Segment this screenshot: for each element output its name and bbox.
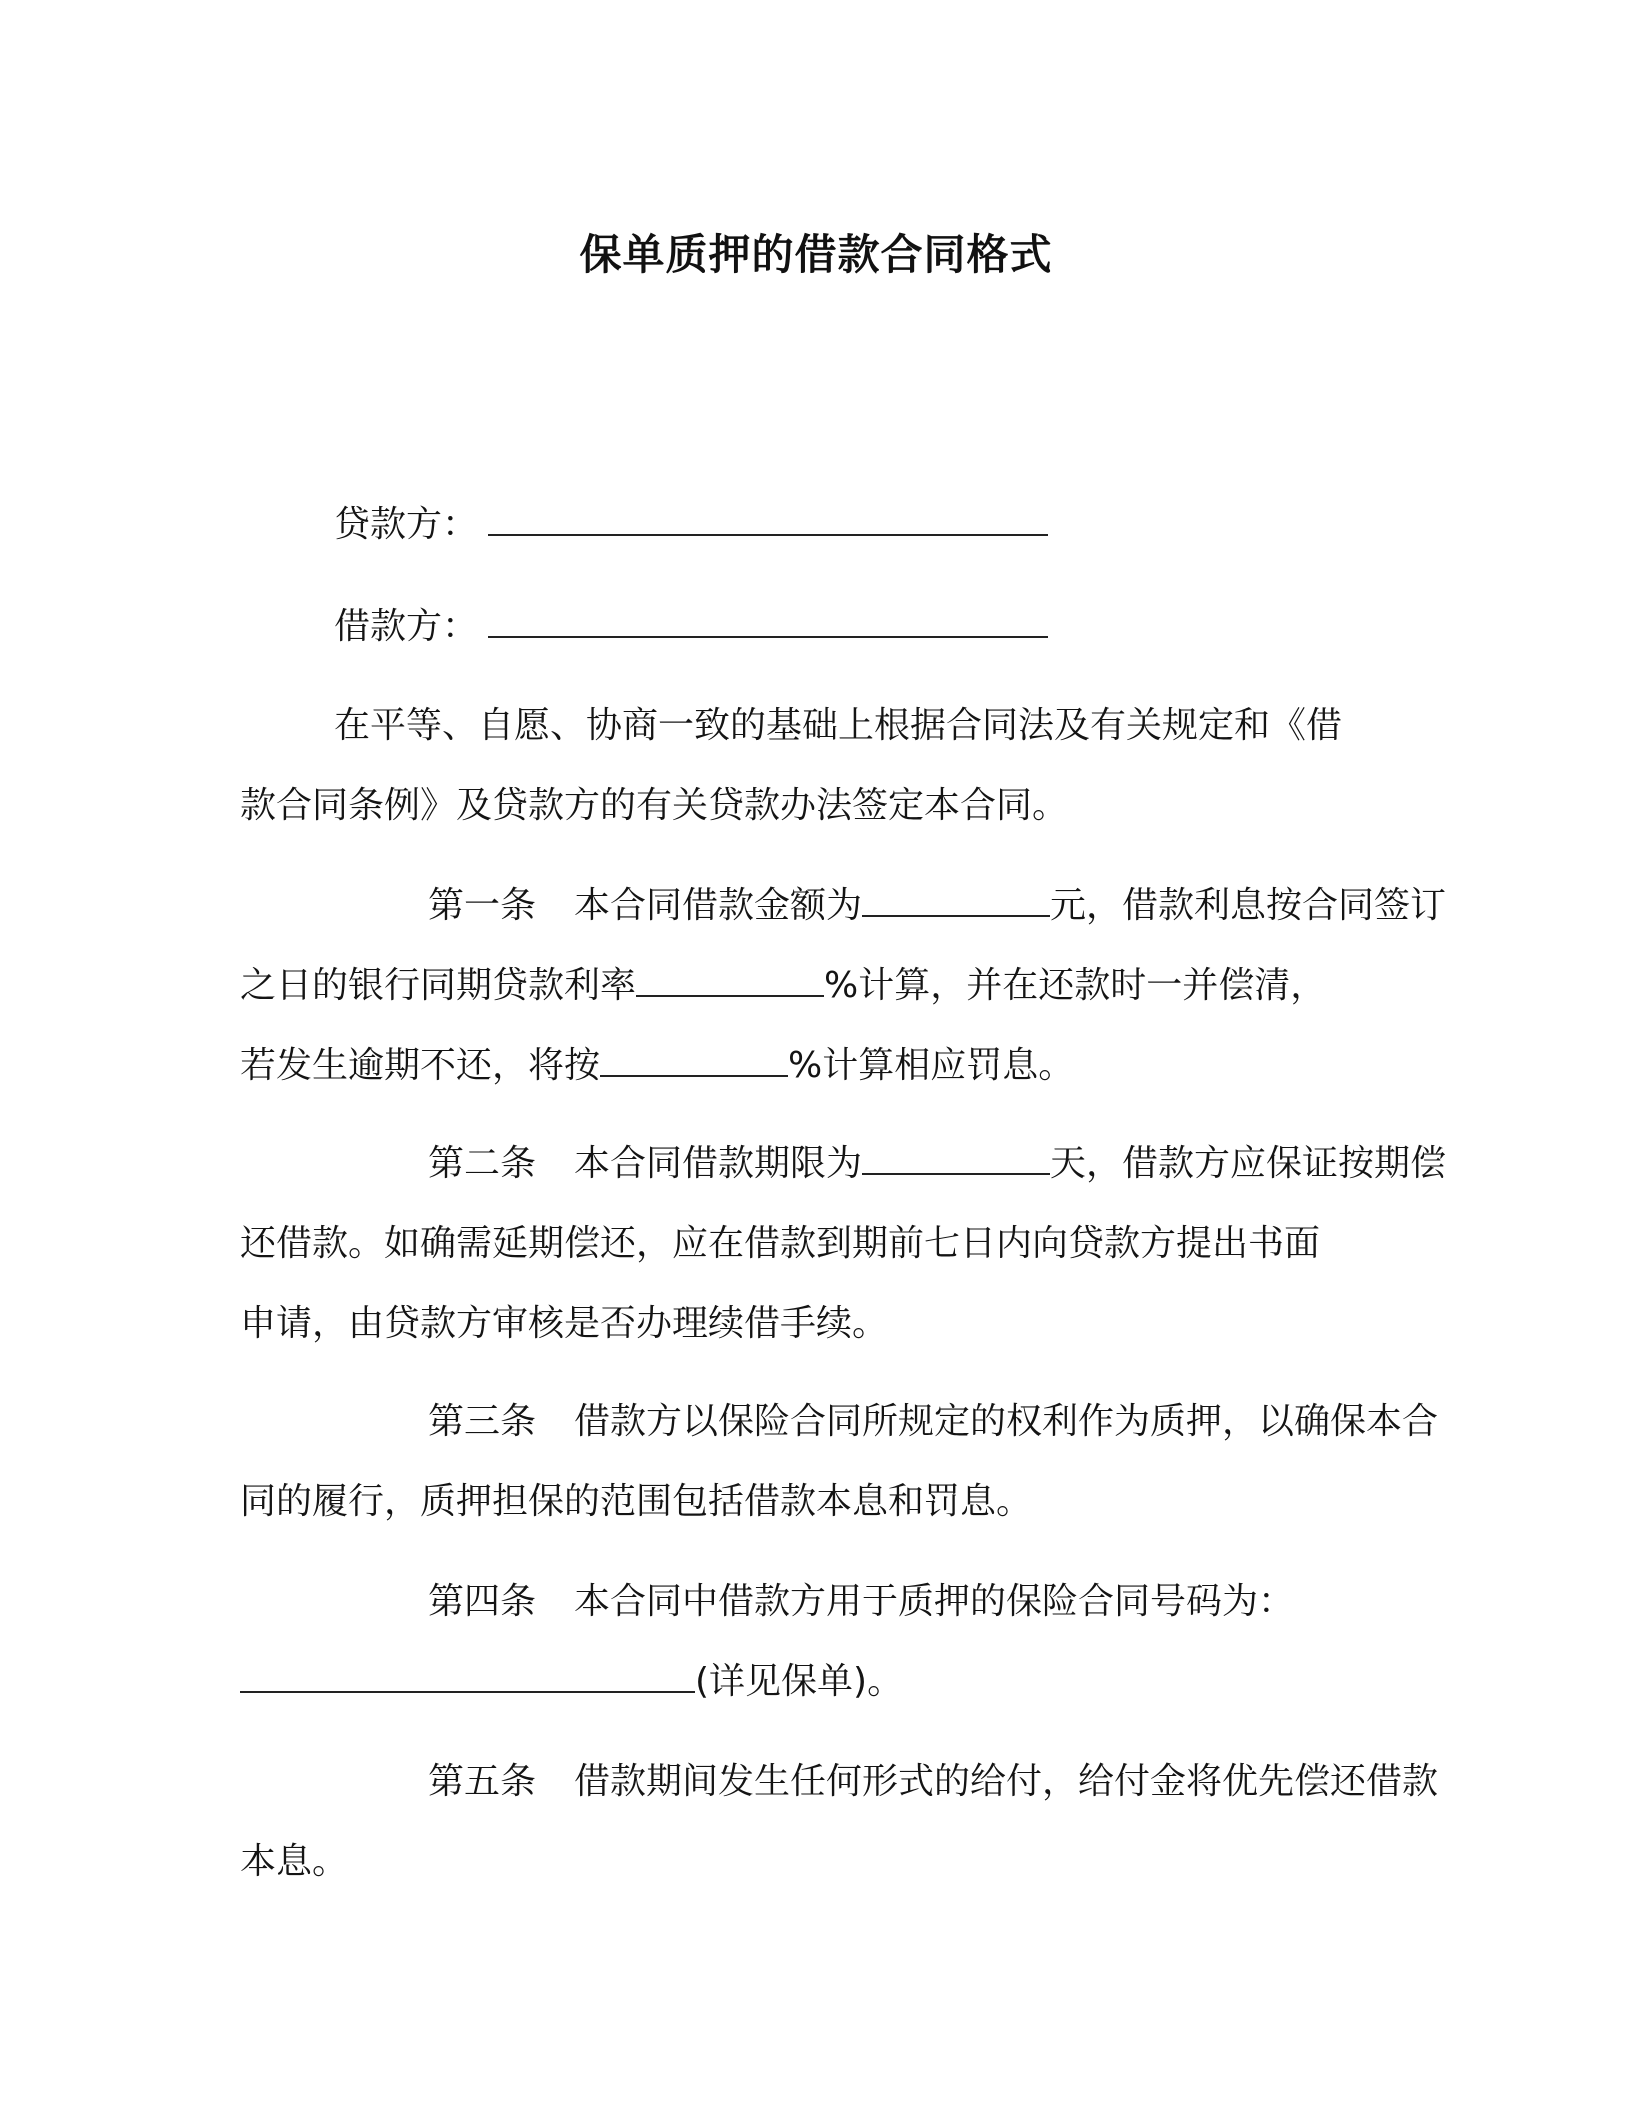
- preamble-paragraph: [240, 686, 1380, 846]
- policy-number-blank: [240, 1659, 695, 1693]
- article-2-line: [240, 1124, 1447, 1204]
- article-text: 本合同中借款方用于质押的保险合同号码为：: [574, 1581, 1295, 1622]
- article-1-line: [240, 946, 1380, 1026]
- article-5-line: 本息。: [240, 1841, 349, 1882]
- article-4: [240, 1562, 1380, 1722]
- article-3-line: 同的履行，质押担保的范围包括借款本息和罚息。: [240, 1481, 1033, 1522]
- article-2: [240, 1124, 1447, 1364]
- article-text: %计算相应罚息。: [788, 1045, 1075, 1086]
- article-text: 借款期间发生任何形式的给付，给付金将优先偿还借款: [574, 1761, 1439, 1802]
- article-5: [240, 1742, 1439, 1902]
- article-number: 第一条: [428, 885, 537, 926]
- article-text: 天，借款方应保证按期偿: [1050, 1143, 1447, 1184]
- borrower-blank: [488, 602, 1048, 638]
- article-text: 之日的银行同期贷款利率: [240, 965, 637, 1006]
- article-number: 第五条: [428, 1761, 537, 1802]
- lender-line: [334, 500, 1048, 550]
- lender-blank: [488, 500, 1048, 536]
- penalty-rate-blank: [600, 1043, 788, 1077]
- article-text: 本合同借款期限为: [574, 1143, 863, 1184]
- article-text: 若发生逾期不还，将按: [240, 1045, 601, 1086]
- lender-label: 贷款方：: [334, 504, 479, 545]
- article-5-line: [240, 1742, 1439, 1822]
- article-text: 借款方以保险合同所规定的权利作为质押，以确保本合: [574, 1401, 1439, 1442]
- article-1-line: [240, 866, 1447, 946]
- article-number: 第二条: [428, 1143, 537, 1184]
- article-4-line: [240, 1642, 1380, 1722]
- term-blank: [862, 1141, 1050, 1175]
- document-title: 保单质押的借款合同格式: [579, 230, 1053, 279]
- article-number: 第三条: [428, 1401, 537, 1442]
- article-3: [240, 1382, 1439, 1542]
- borrower-label: 借款方：: [334, 606, 479, 647]
- article-text: %计算，并在还款时一并偿清，: [824, 965, 1327, 1006]
- article-4-line: [240, 1562, 1380, 1642]
- article-1-line: [240, 1026, 1380, 1106]
- article-3-line: [240, 1382, 1439, 1462]
- article-text: 元，借款利息按合同签订: [1050, 885, 1447, 926]
- article-text: (详见保单)。: [695, 1661, 904, 1702]
- article-text: 本合同借款金额为: [574, 885, 863, 926]
- article-1: [240, 866, 1447, 1106]
- preamble-line: 在平等、自愿、协商一致的基础上根据合同法及有关规定和《借: [334, 705, 1343, 746]
- preamble-line: 款合同条例》及贷款方的有关贷款办法签定本合同。: [240, 785, 1069, 826]
- article-number: 第四条: [428, 1581, 537, 1622]
- rate-blank: [636, 963, 824, 997]
- article-2-line: 还借款。如确需延期偿还，应在借款到期前七日内向贷款方提出书面: [240, 1223, 1321, 1264]
- borrower-line: [334, 602, 1048, 652]
- amount-blank: [862, 883, 1050, 917]
- article-2-line: 申请，由贷款方审核是否办理续借手续。: [240, 1303, 889, 1344]
